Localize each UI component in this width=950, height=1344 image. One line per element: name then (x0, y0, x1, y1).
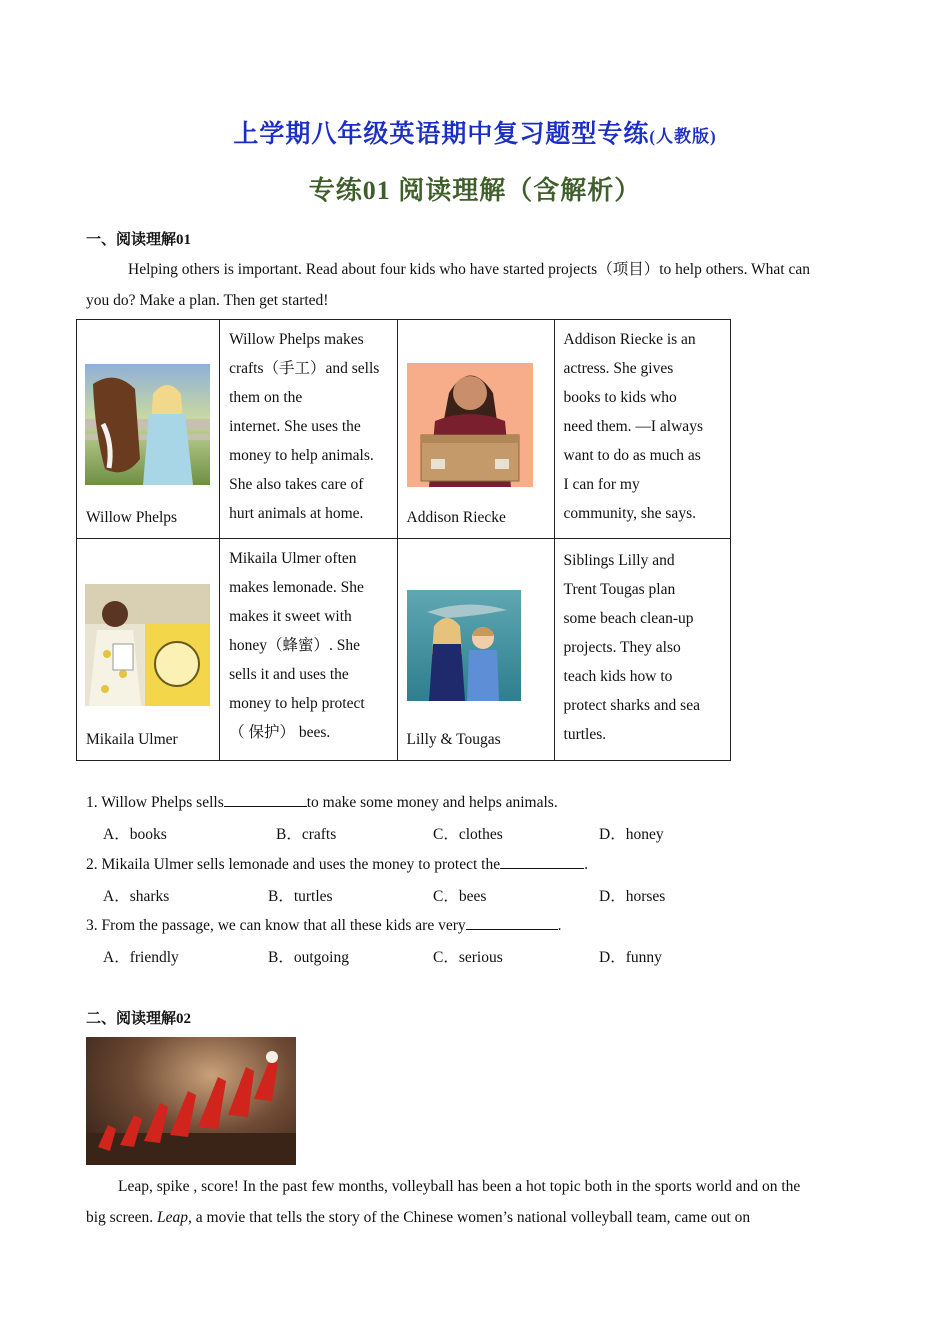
page-subtitle: 专练01 阅读理解（含解析） (308, 176, 642, 205)
question-1: 1. Willow Phelps sells to make some money and helps animals. (86, 794, 558, 811)
kid-cell-willow (77, 320, 219, 538)
kid-description: Addison Riecke is an actress. She gives books to kids who need them. ―I always want to do as much as I can for my community, she says. (563, 331, 703, 522)
section1-intro: Helping others is important. Read about four kids who have started projects（项目）to help others. What can you do? Make a plan. Then get started! (86, 261, 810, 309)
q2-option-c[interactable]: C．bees (433, 888, 487, 905)
kid-name: Addison Riecke (406, 509, 506, 526)
kid-cell-addison (398, 320, 554, 538)
question-3: 3. From the passage, we can know that all these kids are very . (86, 917, 562, 934)
section1-heading: 一、阅读理解01 (86, 232, 192, 248)
q3-option-c[interactable]: C．serious (433, 949, 503, 966)
willow-photo (85, 364, 210, 485)
q2-option-b[interactable]: B．turtles (268, 888, 333, 905)
question-2: 2. Mikaila Ulmer sells lemonade and uses the money to protect the . (86, 856, 588, 873)
volleyball-movie-image (86, 1037, 296, 1165)
q2-option-d[interactable]: D．horses (599, 888, 666, 905)
kid-name: Lilly & Tougas (406, 731, 501, 748)
kid-cell-lilly-tougas (398, 539, 554, 760)
section2-paragraph: Leap, spike , score! In the past few months, volleyball has been a hot topic both in the sports world and on the big screen. Leap, a movie that tells the story of the Chinese women’s national volleyball team, came out on (86, 1178, 801, 1226)
kid-description: Willow Phelps makes crafts（手工）and sells them on the internet. She uses the money to help animals. She also takes care of hurt animals at home. (229, 331, 380, 522)
mikaila-photo (85, 584, 210, 706)
kids-table (76, 319, 731, 761)
kid-description: Siblings Lilly and Trent Tougas plan some beach clean-up projects. They also teach kids how to protect sharks and sea turtles. (563, 552, 700, 743)
addison-photo (407, 363, 533, 487)
lilly-tougas-photo (407, 590, 521, 701)
section2-heading: 二、阅读理解02 (86, 1011, 192, 1027)
answer-blank (224, 792, 307, 807)
q3-option-a[interactable]: A．friendly (103, 949, 179, 966)
page-title: 上学期八年级英语期中复习题型专练(人教版) (233, 121, 717, 148)
q3-option-b[interactable]: B．outgoing (268, 949, 349, 966)
q3-option-d[interactable]: D．funny (599, 949, 662, 966)
answer-blank (500, 854, 584, 869)
q1-option-d[interactable]: D．honey (599, 826, 664, 843)
kid-cell-mikaila (77, 539, 219, 760)
q1-option-c[interactable]: C．clothes (433, 826, 503, 843)
q1-option-a[interactable]: A．books (103, 826, 167, 843)
kid-description: Mikaila Ulmer often makes lemonade. She makes it sweet with honey（蜂蜜）. She sells it and uses the money to help protect （ 保护） bees. (229, 550, 365, 741)
q1-option-b[interactable]: B．crafts (276, 826, 337, 843)
q2-option-a[interactable]: A．sharks (103, 888, 170, 905)
kid-name: Mikaila Ulmer (86, 731, 178, 748)
answer-blank (466, 915, 558, 930)
kid-name: Willow Phelps (86, 509, 178, 526)
